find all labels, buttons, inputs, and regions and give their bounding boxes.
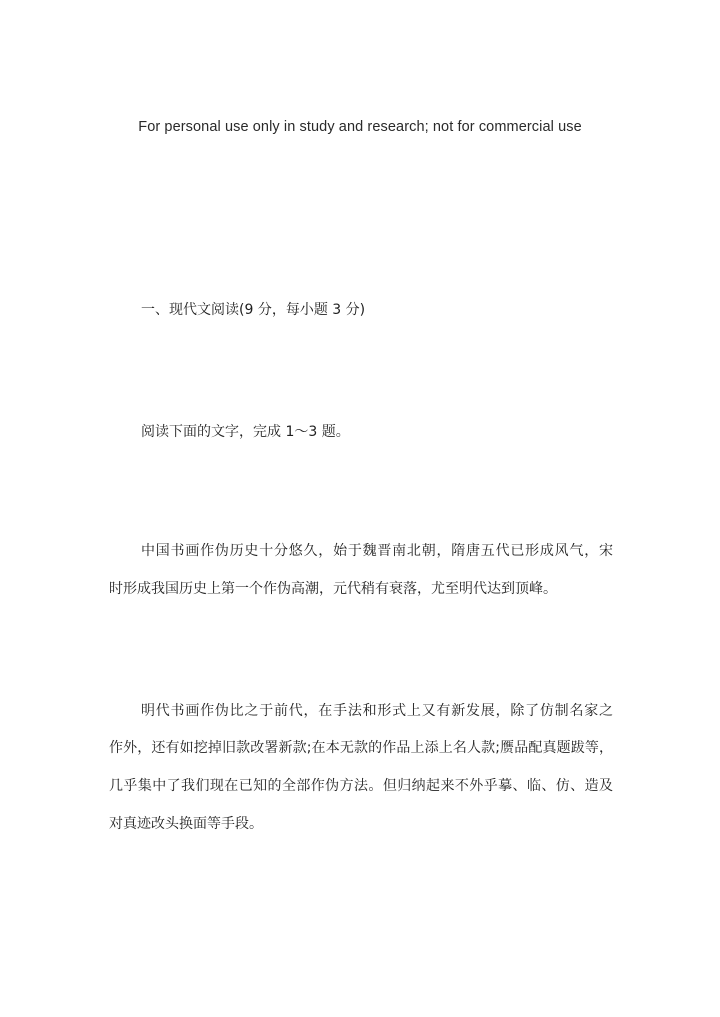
paragraph-line: 明代书画作伪比之于前代，在手法和形式上又有新发展，除了仿制名家之 — [141, 703, 613, 719]
paragraph-line: 时形成我国历史上第一个作伪高潮，元代稍有衰落，尤至明代达到顶峰。 — [109, 581, 557, 597]
paragraph-line: 对真迹改头换面等手段。 — [109, 816, 263, 832]
instruction-text: 阅读下面的文字，完成 1～3 题。 — [141, 424, 350, 440]
paragraph-line: 几乎集中了我们现在已知的全部作伪方法。但归纳起来不外乎摹、临、仿、造及 — [109, 778, 613, 794]
paragraph-line: 作外，还有如挖掉旧款改署新款;在本无款的作品上添上名人款;赝品配真题跋等， — [109, 740, 613, 756]
disclaimer-text: For personal use only in study and research; not for commercial use — [138, 119, 582, 135]
paragraph-line: 中国书画作伪历史十分悠久，始于魏晋南北朝，隋唐五代已形成风气，宋 — [141, 543, 613, 559]
section-heading: 一、现代文阅读(9 分，每小题 3 分) — [141, 302, 366, 318]
